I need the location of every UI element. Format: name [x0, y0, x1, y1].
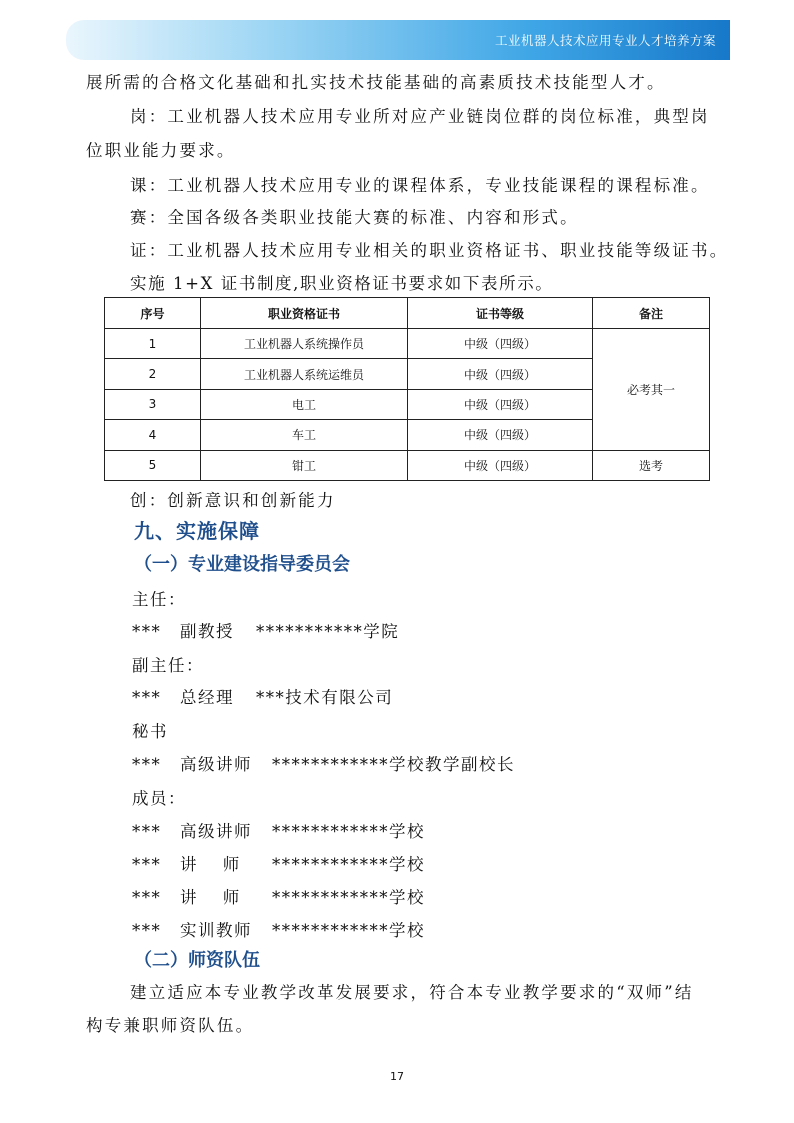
row-no: 2 — [105, 359, 201, 389]
row-cert: 工业机器人系统操作员 — [201, 329, 408, 359]
header-band — [66, 20, 730, 60]
secretary-entry — [132, 751, 515, 775]
section-heading: 九、实施保障 — [134, 519, 260, 543]
zheng-paragraph: 证：工业机器人技术应用专业相关的职业资格证书、职业技能等级证书。 — [130, 241, 729, 260]
director-entry — [132, 618, 399, 642]
ke-paragraph: 课：工业机器人技术应用专业的课程体系，专业技能课程的课程标准。 — [130, 176, 710, 195]
member-entry — [132, 851, 425, 875]
person-name: *** — [132, 688, 162, 707]
intro-paragraph-line: 展所需的合格文化基础和扎实技术技能基础的高素质技术技能型人才。 — [86, 73, 666, 92]
faculty-paragraph-cont: 构专兼职师资队伍。 — [86, 1016, 255, 1035]
subsection-heading-committee: （一）专业建设指导委员会 — [134, 554, 350, 575]
person-org: ************学校 — [272, 822, 425, 841]
row-cert: 电工 — [201, 389, 408, 419]
person-title: 总经理 — [180, 688, 234, 707]
row-cert: 钳工 — [201, 450, 408, 480]
person-org: ************学校教学副校长 — [272, 755, 515, 774]
deputy-label: 副主任： — [132, 656, 204, 675]
members-label: 成员： — [132, 789, 186, 808]
person-name: *** — [132, 855, 162, 874]
person-name: *** — [132, 888, 162, 907]
person-org: ************学校 — [272, 888, 425, 907]
row-cert: 车工 — [201, 420, 408, 450]
person-title: 讲 师 — [180, 855, 241, 874]
page-number: 17 — [390, 1070, 404, 1083]
gang-paragraph: 岗：工业机器人技术应用专业所对应产业链岗位群的岗位标准，典型岗 — [130, 107, 710, 126]
member-entry — [132, 884, 425, 908]
header-cell-cert: 职业资格证书 — [201, 298, 408, 329]
shishi-paragraph: 实施 1+X 证书制度,职业资格证书要求如下表所示。 — [130, 274, 554, 293]
row-cert: 工业机器人系统运维员 — [201, 359, 408, 389]
director-label: 主任： — [132, 590, 186, 609]
row-level: 中级（四级） — [408, 420, 593, 450]
member-entry — [132, 917, 425, 941]
subsection-heading-faculty: （二）师资队伍 — [134, 950, 260, 971]
secretary-label: 秘书 — [132, 722, 168, 741]
person-name: *** — [132, 622, 162, 641]
deputy-entry — [132, 684, 393, 708]
person-org: ************学校 — [272, 855, 425, 874]
row-level: 中级（四级） — [408, 329, 593, 359]
person-title: 副教授 — [180, 622, 234, 641]
certificate-table — [104, 297, 710, 481]
person-name: *** — [132, 921, 162, 940]
header-title: 工业机器人技术应用专业人才培养方案 — [494, 33, 716, 48]
person-org: ***技术有限公司 — [256, 688, 394, 707]
note-optional: 选考 — [593, 450, 710, 480]
row-level: 中级（四级） — [408, 389, 593, 419]
row-level: 中级（四级） — [408, 359, 593, 389]
person-title: 高级讲师 — [180, 755, 252, 774]
row-no: 5 — [105, 450, 201, 480]
table-header-row — [105, 298, 710, 329]
person-title: 实训教师 — [180, 921, 252, 940]
header-cell-no: 序号 — [105, 298, 201, 329]
row-no: 3 — [105, 389, 201, 419]
person-title: 讲 师 — [180, 888, 241, 907]
note-required: 必考其一 — [593, 329, 710, 451]
person-org: ***********学院 — [256, 622, 400, 641]
gang-paragraph-cont: 位职业能力要求。 — [86, 141, 236, 160]
person-name: *** — [132, 755, 162, 774]
faculty-paragraph: 建立适应本专业教学改革发展要求，符合本专业教学要求的“双师”结 — [130, 983, 694, 1002]
header-cell-level: 证书等级 — [408, 298, 593, 329]
row-level: 中级（四级） — [408, 450, 593, 480]
table-row — [105, 450, 710, 480]
row-no: 4 — [105, 420, 201, 450]
table-row — [105, 329, 710, 359]
person-name: *** — [132, 822, 162, 841]
member-entry — [132, 818, 425, 842]
header-cell-note: 备注 — [593, 298, 710, 329]
chuang-paragraph: 创：创新意识和创新能力 — [130, 491, 336, 510]
person-org: ************学校 — [272, 921, 425, 940]
row-no: 1 — [105, 329, 201, 359]
sai-paragraph: 赛：全国各级各类职业技能大赛的标准、内容和形式。 — [130, 208, 579, 227]
person-title: 高级讲师 — [180, 822, 252, 841]
